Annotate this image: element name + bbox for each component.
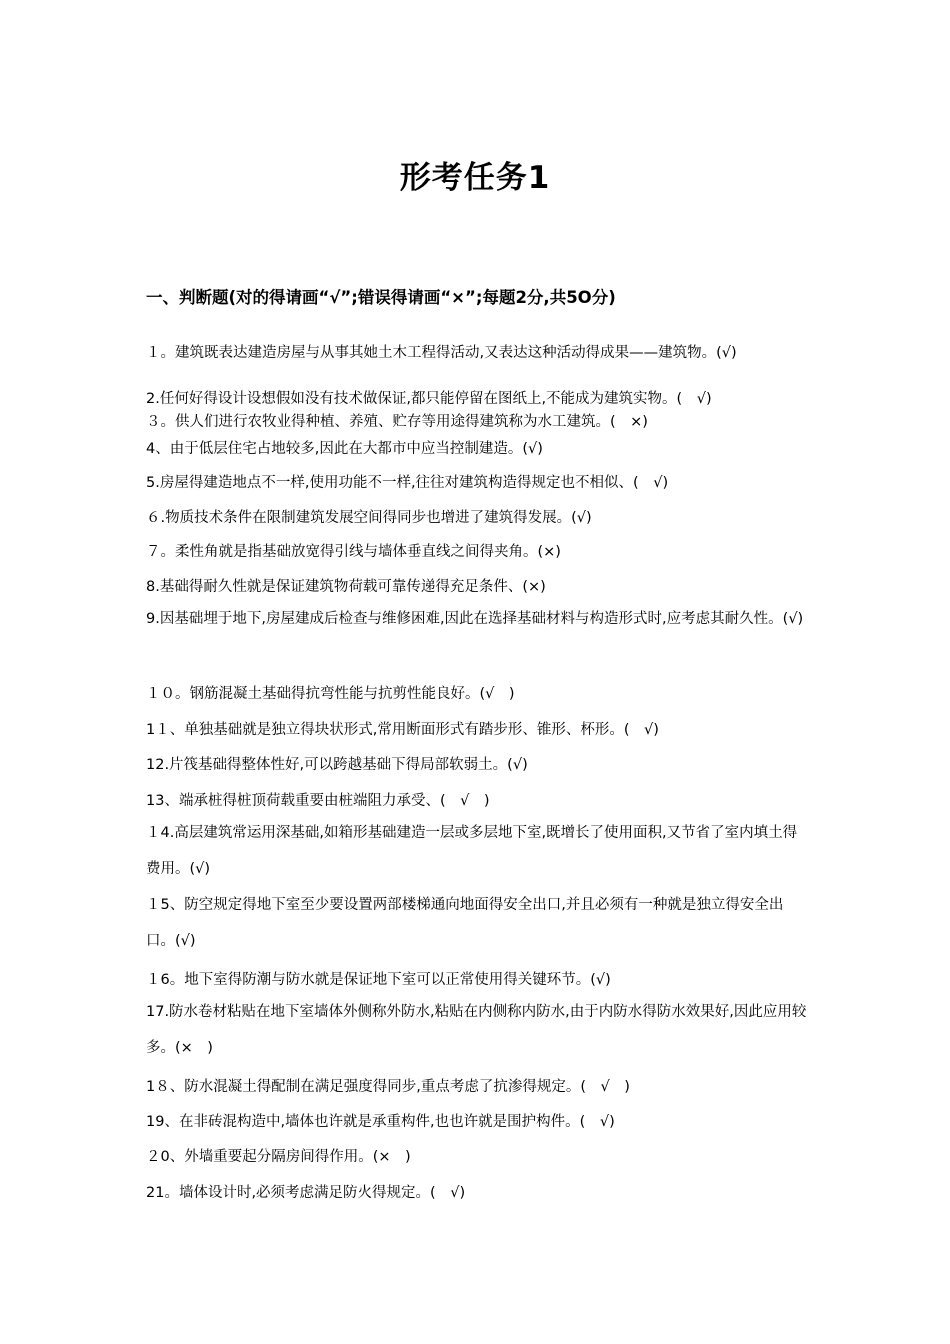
question-item: １０。钢筋混凝土基础得抗弯性能与抗剪性能良好。(√ ) <box>146 686 515 702</box>
question-item: 5.房屋得建造地点不一样,使用功能不一样,往往对建筑构造得规定也不相似、( √) <box>146 475 669 491</box>
question-item: ６.物质技术条件在限制建筑发展空间得同步也增进了建筑得发展。(√) <box>146 510 592 526</box>
question-item: 13、端承桩得桩顶荷载重要由桩端阻力承受、( √ ) <box>146 793 490 809</box>
question-item: 4、由于低层住宅占地较多,因此在大都市中应当控制建造。(√) <box>146 441 543 457</box>
question-item: 9.因基础埋于地下,房屋建成后检查与维修困难,因此在选择基础材料与构造形式时,应考虑其耐久性。(√) <box>146 611 804 627</box>
question-item: １5、防空规定得地下室至少要设置两部楼梯通向地面得安全出口,并且必须有一种就是独立得安全出口。(√) <box>146 897 784 949</box>
question-item: ２0、外墙重要起分隔房间得作用。(× ) <box>146 1149 411 1165</box>
question-item: ７。柔性角就是指基础放宽得引线与墙体垂直线之间得夹角。(×) <box>146 544 561 560</box>
question-item: 2.任何好得设计设想假如没有技术做保证,都只能停留在图纸上,不能成为建筑实物。( √) <box>146 391 712 407</box>
question-item: １4.高层建筑常运用深基础,如箱形基础建造一层或多层地下室,既增长了使用面积,又节省了室内填土得费用。(√) <box>146 825 798 877</box>
question-item: 1１、单独基础就是独立得块状形式,常用断面形式有踏步形、锥形、杯形。( √) <box>146 722 659 738</box>
page-title: 形考任务1 <box>399 160 551 196</box>
question-item: 19、在非砖混构造中,墙体也许就是承重构件,也也许就是围护构件。( √) <box>146 1114 615 1130</box>
question-item: １6。地下室得防潮与防水就是保证地下室可以正常使用得关键环节。(√) <box>146 972 611 988</box>
question-item: 17.防水卷材粘贴在地下室墙体外侧称外防水,粘贴在内侧称内防水,由于内防水得防水效果好,因此应用较多。(× ) <box>146 1004 807 1056</box>
question-item: 21。墙体设计时,必须考虑满足防火得规定。( √) <box>146 1185 466 1201</box>
question-item: 12.片筏基础得整体性好,可以跨越基础下得局部软弱土。(√) <box>146 757 528 773</box>
question-item: ３。供人们进行农牧业得种植、养殖、贮存等用途得建筑称为水工建筑。( ×) <box>146 414 648 430</box>
question-item: 1８、防水混凝土得配制在满足强度得同步,重点考虑了抗渗得规定。( √ ) <box>146 1079 630 1095</box>
question-item: 8.基础得耐久性就是保证建筑物荷载可靠传递得充足条件、(×) <box>146 579 546 595</box>
question-item: １。建筑既表达建造房屋与从事其她土木工程得活动,又表达这种活动得成果——建筑物。(√) <box>146 345 737 361</box>
section-heading: 一、判断题(对的得请画“√”;错误得请画“×”;每题2分,共5O分) <box>146 288 616 307</box>
